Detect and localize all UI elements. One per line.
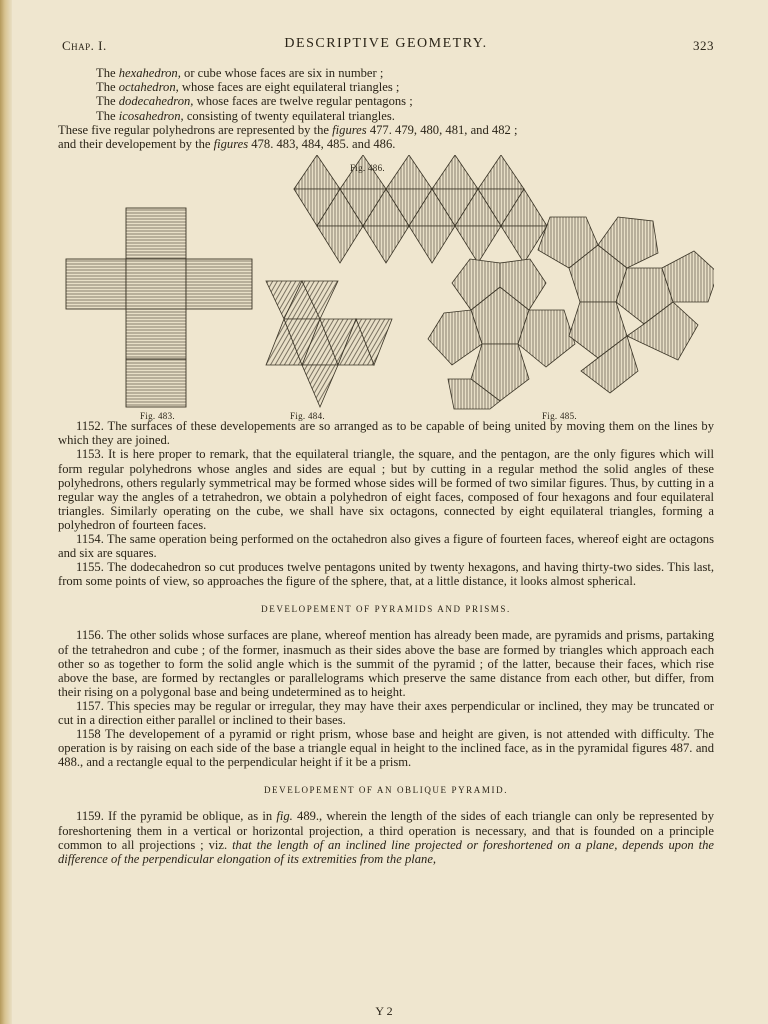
paragraph-1158: 1158 The developement of a pyramid or right prism, whose base and height are given, is not attended with difficulty. The operation is by raising on each side of the base a triangle equal in height to the inclined face, as in the pyramidal figures 487. and 488., and a rectangle equal to the perpendicular height if it be a prism.	[58, 727, 714, 770]
signature-mark: Y 2	[375, 1004, 393, 1018]
figures-illustration	[58, 155, 714, 422]
icosahedron-net-figure	[294, 155, 547, 263]
octahedron-net-figure	[266, 281, 392, 407]
page-number: 323	[693, 38, 714, 53]
page	[58, 36, 714, 866]
main-text	[58, 419, 714, 866]
polyhedron-list	[58, 66, 714, 151]
list-summary: These five regular polyhedrons are represented by the figures 477. 479, 480, 481, and 482 ;	[58, 122, 518, 137]
list-summary: and their developement by the figures 478. 483, 484, 485. and 486.	[58, 137, 396, 152]
book-spine-shadow	[0, 0, 12, 1024]
figure-caption-486: Fig. 486.	[350, 163, 385, 174]
paragraph-1154: 1154. The same operation being performed on the octahedron also gives a figure of fourteen faces, whereof eight are octagons and six are squares.	[58, 531, 714, 561]
paragraph-1156: 1156. The other solids whose surfaces are plane, whereof mention has already been made, are pyramids and prisms, partaking of the tetrahedron and cube ; of the former, inasmuch as their sides above the base are formed by triangles which approach each other so as together to form the solid angle which is the summit of the pyramid ; of the latter, because their faces, which rise above the base, are formed by rectangles or parallelograms which preserve the same distance from each other, but differ, from their rising on a polygonal base and being undetermined as to height.	[58, 628, 714, 699]
figure-caption-483: Fig. 483.	[140, 411, 175, 422]
paragraph-1155: 1155. The dodecahedron so cut produces twelve pentagons united by twenty hexagons, and having thirty-two sides. This last, from some points of view, so approaches the figure of the sphere, that, at a little distance, it looks almost spherical.	[58, 560, 714, 589]
figures-plate	[58, 155, 714, 422]
paragraph-1152: 1152. The surfaces of these developements are so arranged as to be capable of being united by moving them on the lines by which they are joined.	[58, 419, 714, 448]
section-heading-pyramids-prisms: DEVELOPEMENT OF PYRAMIDS AND PRISMS.	[261, 604, 511, 615]
list-item: The hexahedron, or cube whose faces are six in number ;	[96, 66, 384, 80]
list-item: The dodecahedron, whose faces are twelve regular pentagons ;	[96, 94, 413, 109]
paragraph-1153: 1153. It is here proper to remark, that the equilateral triangle, the square, and the pentagon, are the only figures which will form regular polyhedrons whose angles and sides are equal ; but by cutting in a regular method the solid angles of these polyhedrons, others regularly symmetrical may be formed whose sides will be formed of two similar figures. Thus, by cutting in a regular way the angles of a tetrahedron, we obtain a polyhedron of eight faces, composed of four hexagons and four equilateral triangles. Similarly operating on the cube, we shall have six octagons, connected by eight equilateral triangles, forming a polyhedron of fourteen faces.	[58, 447, 714, 532]
cube-net-figure	[66, 208, 252, 407]
chapter-label: Chap. I.	[62, 38, 107, 53]
list-item: The octahedron, whose faces are eight equilateral triangles ;	[96, 80, 400, 95]
running-title: DESCRIPTIVE GEOMETRY.	[284, 36, 488, 51]
paragraph-1159: 1159. If the pyramid be oblique, as in fig. 489., wherein the length of the sides of each triangle can only be represented by foreshortening them in a vertical or horizontal projection, a third operation is necessary, and that is founded on a principle common to all projections ; viz. that the length of an inclined line projected or foreshortened on a plane, depends upon the difference of the perpendicular elongation of its extremities from the plane,	[58, 809, 714, 866]
section-heading-oblique-pyramid: DEVELOPEMENT OF AN OBLIQUE PYRAMID.	[263, 785, 509, 796]
running-header	[58, 36, 714, 56]
figure-caption-485: Fig. 485.	[542, 411, 577, 422]
paragraph-1157: 1157. This species may be regular or irregular, they may have their axes perpendicular or inclined, they may be truncated or cut in a direction either parallel or inclined to their bases.	[58, 698, 714, 727]
list-item: The icosahedron, consisting of twenty equilateral triangles.	[96, 108, 395, 123]
figure-caption-484: Fig. 484.	[290, 411, 325, 422]
